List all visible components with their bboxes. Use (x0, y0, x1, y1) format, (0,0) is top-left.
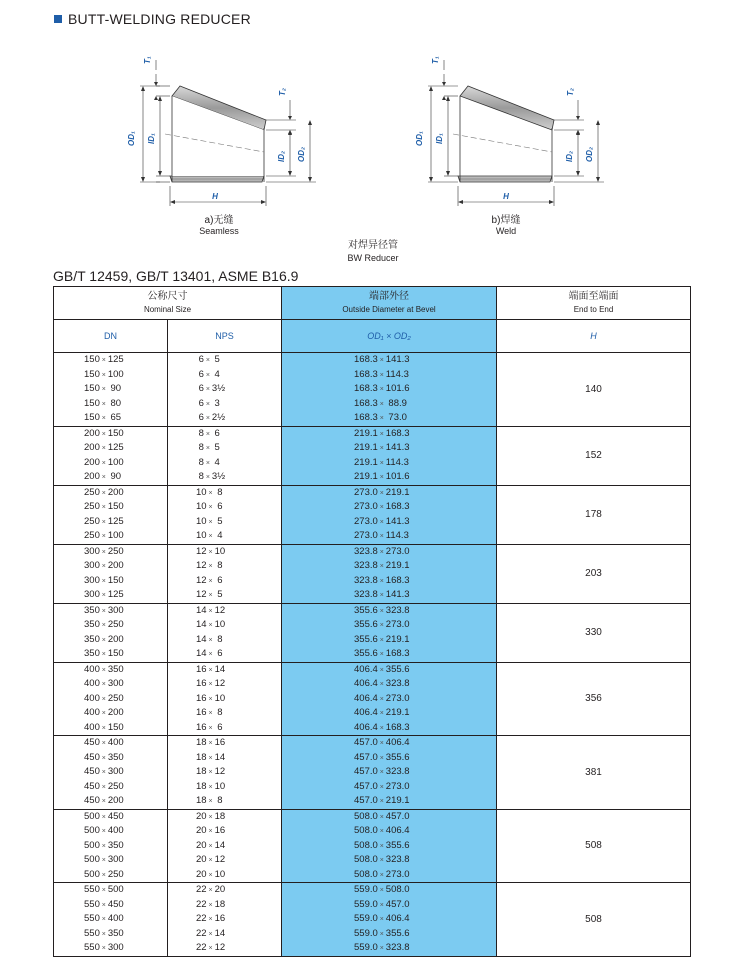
weld-reducer (415, 56, 604, 236)
dn-cell: 500 × 450 (54, 809, 168, 824)
nps-cell: 20 × 16 (168, 824, 282, 839)
dn-cell: 350 × 150 (54, 647, 168, 662)
nps-cell: 10 × 5 (168, 515, 282, 530)
od-cell: 168.3 × 101.6 (282, 382, 497, 397)
end-to-end-cell: 330 (497, 603, 691, 662)
nps-cell: 22 × 12 (168, 941, 282, 956)
seamless-caption-cn: a)无缝 (204, 215, 234, 226)
dn-cell: 150 × 80 (54, 397, 168, 412)
end-to-end-cell: 381 (497, 736, 691, 810)
od-cell: 355.6 × 168.3 (282, 647, 497, 662)
od-cell: 406.4 × 219.1 (282, 706, 497, 721)
end-to-end-cell: 508 (497, 809, 691, 883)
dn-cell: 500 × 350 (54, 839, 168, 854)
dn-cell: 550 × 350 (54, 927, 168, 942)
nps-cell: 14 × 8 (168, 633, 282, 648)
diagram-caption-cn: 对焊异径管 (348, 240, 398, 251)
nps-cell: 6 × 4 (168, 368, 282, 383)
dn-cell: 450 × 200 (54, 794, 168, 809)
nps-cell: 6 × 3 (168, 397, 282, 412)
dimension-table-wrapper (53, 286, 690, 957)
nps-cell: 14 × 6 (168, 647, 282, 662)
nps-cell: 6 × 5 (168, 353, 282, 368)
od-header-cn: 端部外径 (369, 291, 410, 302)
od-cell: 219.1 × 101.6 (282, 470, 497, 485)
dn-cell: 300 × 150 (54, 574, 168, 589)
table-header-row (54, 287, 691, 320)
od-sub-header: OD₁ × OD₂ (282, 320, 497, 353)
nps-cell: 16 × 10 (168, 692, 282, 707)
page-title: BUTT-WELDING REDUCER (68, 11, 251, 27)
nps-cell: 12 × 10 (168, 544, 282, 559)
end-to-end-en: End to End (573, 305, 614, 314)
dn-cell: 150 × 65 (54, 411, 168, 426)
nps-cell: 22 × 20 (168, 883, 282, 898)
od-cell: 508.0 × 406.4 (282, 824, 497, 839)
id2-label-weld: ID₂ (565, 150, 574, 162)
od-cell: 457.0 × 406.4 (282, 736, 497, 751)
table-row (54, 485, 691, 500)
nps-cell: 18 × 10 (168, 780, 282, 795)
nps-cell: 10 × 6 (168, 500, 282, 515)
nps-cell: 20 × 12 (168, 853, 282, 868)
dn-cell: 300 × 200 (54, 559, 168, 574)
od-cell: 355.6 × 219.1 (282, 633, 497, 648)
nps-cell: 18 × 16 (168, 736, 282, 751)
nps-header: NPS (168, 320, 282, 353)
dn-cell: 200 × 125 (54, 441, 168, 456)
od1-label-weld: OD₁ (415, 131, 424, 146)
nps-cell: 18 × 14 (168, 751, 282, 766)
nps-cell: 8 × 6 (168, 426, 282, 441)
dimension-table (53, 286, 691, 957)
t1-label: T₁ (143, 56, 152, 64)
dn-cell: 450 × 350 (54, 751, 168, 766)
h-header: H (497, 320, 691, 353)
od-cell: 168.3 × 73.0 (282, 411, 497, 426)
nps-cell: 12 × 8 (168, 559, 282, 574)
od-cell: 559.0 × 355.6 (282, 927, 497, 942)
od-cell: 273.0 × 141.3 (282, 515, 497, 530)
dn-cell: 550 × 450 (54, 898, 168, 913)
dn-header: DN (54, 320, 168, 353)
dn-cell: 250 × 150 (54, 500, 168, 515)
od-cell: 406.4 × 323.8 (282, 677, 497, 692)
id2-label: ID₂ (277, 150, 286, 162)
diagram-caption-en: BW Reducer (347, 253, 399, 263)
end-to-end-cell: 178 (497, 485, 691, 544)
nps-cell: 18 × 12 (168, 765, 282, 780)
id1-label-weld: ID₁ (435, 133, 444, 144)
nps-cell: 20 × 10 (168, 868, 282, 883)
nominal-size-cn: 公称尺寸 (147, 291, 188, 302)
nps-cell: 16 × 6 (168, 721, 282, 736)
seamless-caption-en: Seamless (199, 226, 239, 236)
od-cell: 406.4 × 168.3 (282, 721, 497, 736)
nps-cell: 14 × 10 (168, 618, 282, 633)
h-label: H (212, 192, 218, 201)
table-row (54, 353, 691, 368)
dn-cell: 300 × 125 (54, 588, 168, 603)
dn-cell: 150 × 125 (54, 353, 168, 368)
od-cell: 168.3 × 141.3 (282, 353, 497, 368)
nps-cell: 14 × 12 (168, 603, 282, 618)
t1-label-weld: T₁ (431, 56, 440, 64)
nps-cell: 8 × 5 (168, 441, 282, 456)
nps-cell: 20 × 14 (168, 839, 282, 854)
nps-cell: 8 × 3½ (168, 470, 282, 485)
dn-cell: 550 × 300 (54, 941, 168, 956)
od-cell: 273.0 × 219.1 (282, 485, 497, 500)
nps-cell: 20 × 18 (168, 809, 282, 824)
table-row (54, 736, 691, 751)
od-cell: 559.0 × 323.8 (282, 941, 497, 956)
reducer-diagram (0, 0, 750, 268)
dn-cell: 450 × 300 (54, 765, 168, 780)
od-cell: 168.3 × 114.3 (282, 368, 497, 383)
dn-cell: 450 × 250 (54, 780, 168, 795)
nps-cell: 8 × 4 (168, 456, 282, 471)
od-cell: 457.0 × 323.8 (282, 765, 497, 780)
od-cell: 323.8 × 141.3 (282, 588, 497, 603)
dn-cell: 150 × 100 (54, 368, 168, 383)
dn-cell: 500 × 250 (54, 868, 168, 883)
nps-cell: 16 × 14 (168, 662, 282, 677)
end-to-end-header (497, 287, 691, 320)
h-label-weld: H (503, 192, 509, 201)
table-row (54, 883, 691, 898)
dn-cell: 400 × 150 (54, 721, 168, 736)
end-to-end-cell: 508 (497, 883, 691, 957)
dn-cell: 350 × 300 (54, 603, 168, 618)
od-cell: 508.0 × 355.6 (282, 839, 497, 854)
od-cell: 457.0 × 273.0 (282, 780, 497, 795)
od-cell: 406.4 × 355.6 (282, 662, 497, 677)
nps-cell: 22 × 18 (168, 898, 282, 913)
od2-label: OD₂ (297, 146, 306, 162)
nps-cell: 10 × 4 (168, 529, 282, 544)
table-body (54, 353, 691, 957)
table-subheader-row (54, 320, 691, 353)
od-cell: 559.0 × 457.0 (282, 898, 497, 913)
dn-cell: 250 × 200 (54, 485, 168, 500)
dn-cell: 350 × 250 (54, 618, 168, 633)
dn-cell: 550 × 500 (54, 883, 168, 898)
nominal-size-header (54, 287, 282, 320)
nps-cell: 6 × 2½ (168, 411, 282, 426)
nps-cell: 16 × 8 (168, 706, 282, 721)
dn-cell: 300 × 250 (54, 544, 168, 559)
od-cell: 323.8 × 168.3 (282, 574, 497, 589)
end-to-end-cell: 140 (585, 383, 602, 395)
od-cell: 508.0 × 273.0 (282, 868, 497, 883)
dn-cell: 200 × 150 (54, 426, 168, 441)
dn-cell: 250 × 125 (54, 515, 168, 530)
dn-cell: 350 × 200 (54, 633, 168, 648)
od-cell: 457.0 × 219.1 (282, 794, 497, 809)
od-cell: 219.1 × 141.3 (282, 441, 497, 456)
od-cell: 457.0 × 355.6 (282, 751, 497, 766)
end-to-end-cn: 端面至端面 (568, 291, 619, 302)
dn-cell: 400 × 300 (54, 677, 168, 692)
od-cell: 219.1 × 168.3 (282, 426, 497, 441)
od-cell: 219.1 × 114.3 (282, 456, 497, 471)
dn-cell: 500 × 300 (54, 853, 168, 868)
od-cell: 323.8 × 219.1 (282, 559, 497, 574)
dn-cell: 550 × 400 (54, 912, 168, 927)
od-cell: 273.0 × 114.3 (282, 529, 497, 544)
nps-cell: 12 × 6 (168, 574, 282, 589)
standard-line: GB/T 12459, GB/T 13401, ASME B16.9 (53, 268, 299, 284)
od-cell: 406.4 × 273.0 (282, 692, 497, 707)
dn-cell: 200 × 90 (54, 470, 168, 485)
dn-cell: 400 × 200 (54, 706, 168, 721)
end-to-end-cell: 203 (497, 544, 691, 603)
end-to-end-cell: 356 (497, 662, 691, 736)
nps-cell: 10 × 8 (168, 485, 282, 500)
dn-cell: 400 × 350 (54, 662, 168, 677)
dn-cell: 450 × 400 (54, 736, 168, 751)
nominal-size-en: Nominal Size (143, 305, 192, 314)
nps-cell: 12 × 5 (168, 588, 282, 603)
seamless-reducer (127, 56, 316, 236)
weld-caption-en: Weld (495, 226, 517, 236)
od-cell: 273.0 × 168.3 (282, 500, 497, 515)
od-header-en: Outside Diameter at Bevel (342, 305, 436, 314)
od-cell: 355.6 × 323.8 (282, 603, 497, 618)
table-row (54, 662, 691, 677)
dn-cell: 400 × 250 (54, 692, 168, 707)
dn-cell: 200 × 100 (54, 456, 168, 471)
od1-label: OD₁ (127, 131, 136, 146)
nps-cell: 16 × 12 (168, 677, 282, 692)
nps-cell: 22 × 16 (168, 912, 282, 927)
table-row (54, 603, 691, 618)
t2-label: T₂ (278, 88, 287, 96)
table-row (54, 544, 691, 559)
dn-cell: 500 × 400 (54, 824, 168, 839)
od-header (282, 287, 497, 320)
od-cell: 355.6 × 273.0 (282, 618, 497, 633)
table-row (54, 426, 691, 441)
nps-cell: 6 × 3½ (168, 382, 282, 397)
dn-cell: 250 × 100 (54, 529, 168, 544)
od2-label-weld: OD₂ (585, 146, 594, 162)
weld-caption-cn: b)焊缝 (491, 215, 521, 226)
od-cell: 559.0 × 406.4 (282, 912, 497, 927)
dn-cell: 150 × 90 (54, 382, 168, 397)
end-to-end-cell: 152 (497, 426, 691, 485)
t2-label-weld: T₂ (566, 88, 575, 96)
od-cell: 323.8 × 273.0 (282, 544, 497, 559)
od-cell: 508.0 × 323.8 (282, 853, 497, 868)
od-cell: 168.3 × 88.9 (282, 397, 497, 412)
od-cell: 508.0 × 457.0 (282, 809, 497, 824)
nps-cell: 18 × 8 (168, 794, 282, 809)
od-cell: 559.0 × 508.0 (282, 883, 497, 898)
id1-label: ID₁ (147, 133, 156, 144)
table-row (54, 809, 691, 824)
nps-cell: 22 × 14 (168, 927, 282, 942)
